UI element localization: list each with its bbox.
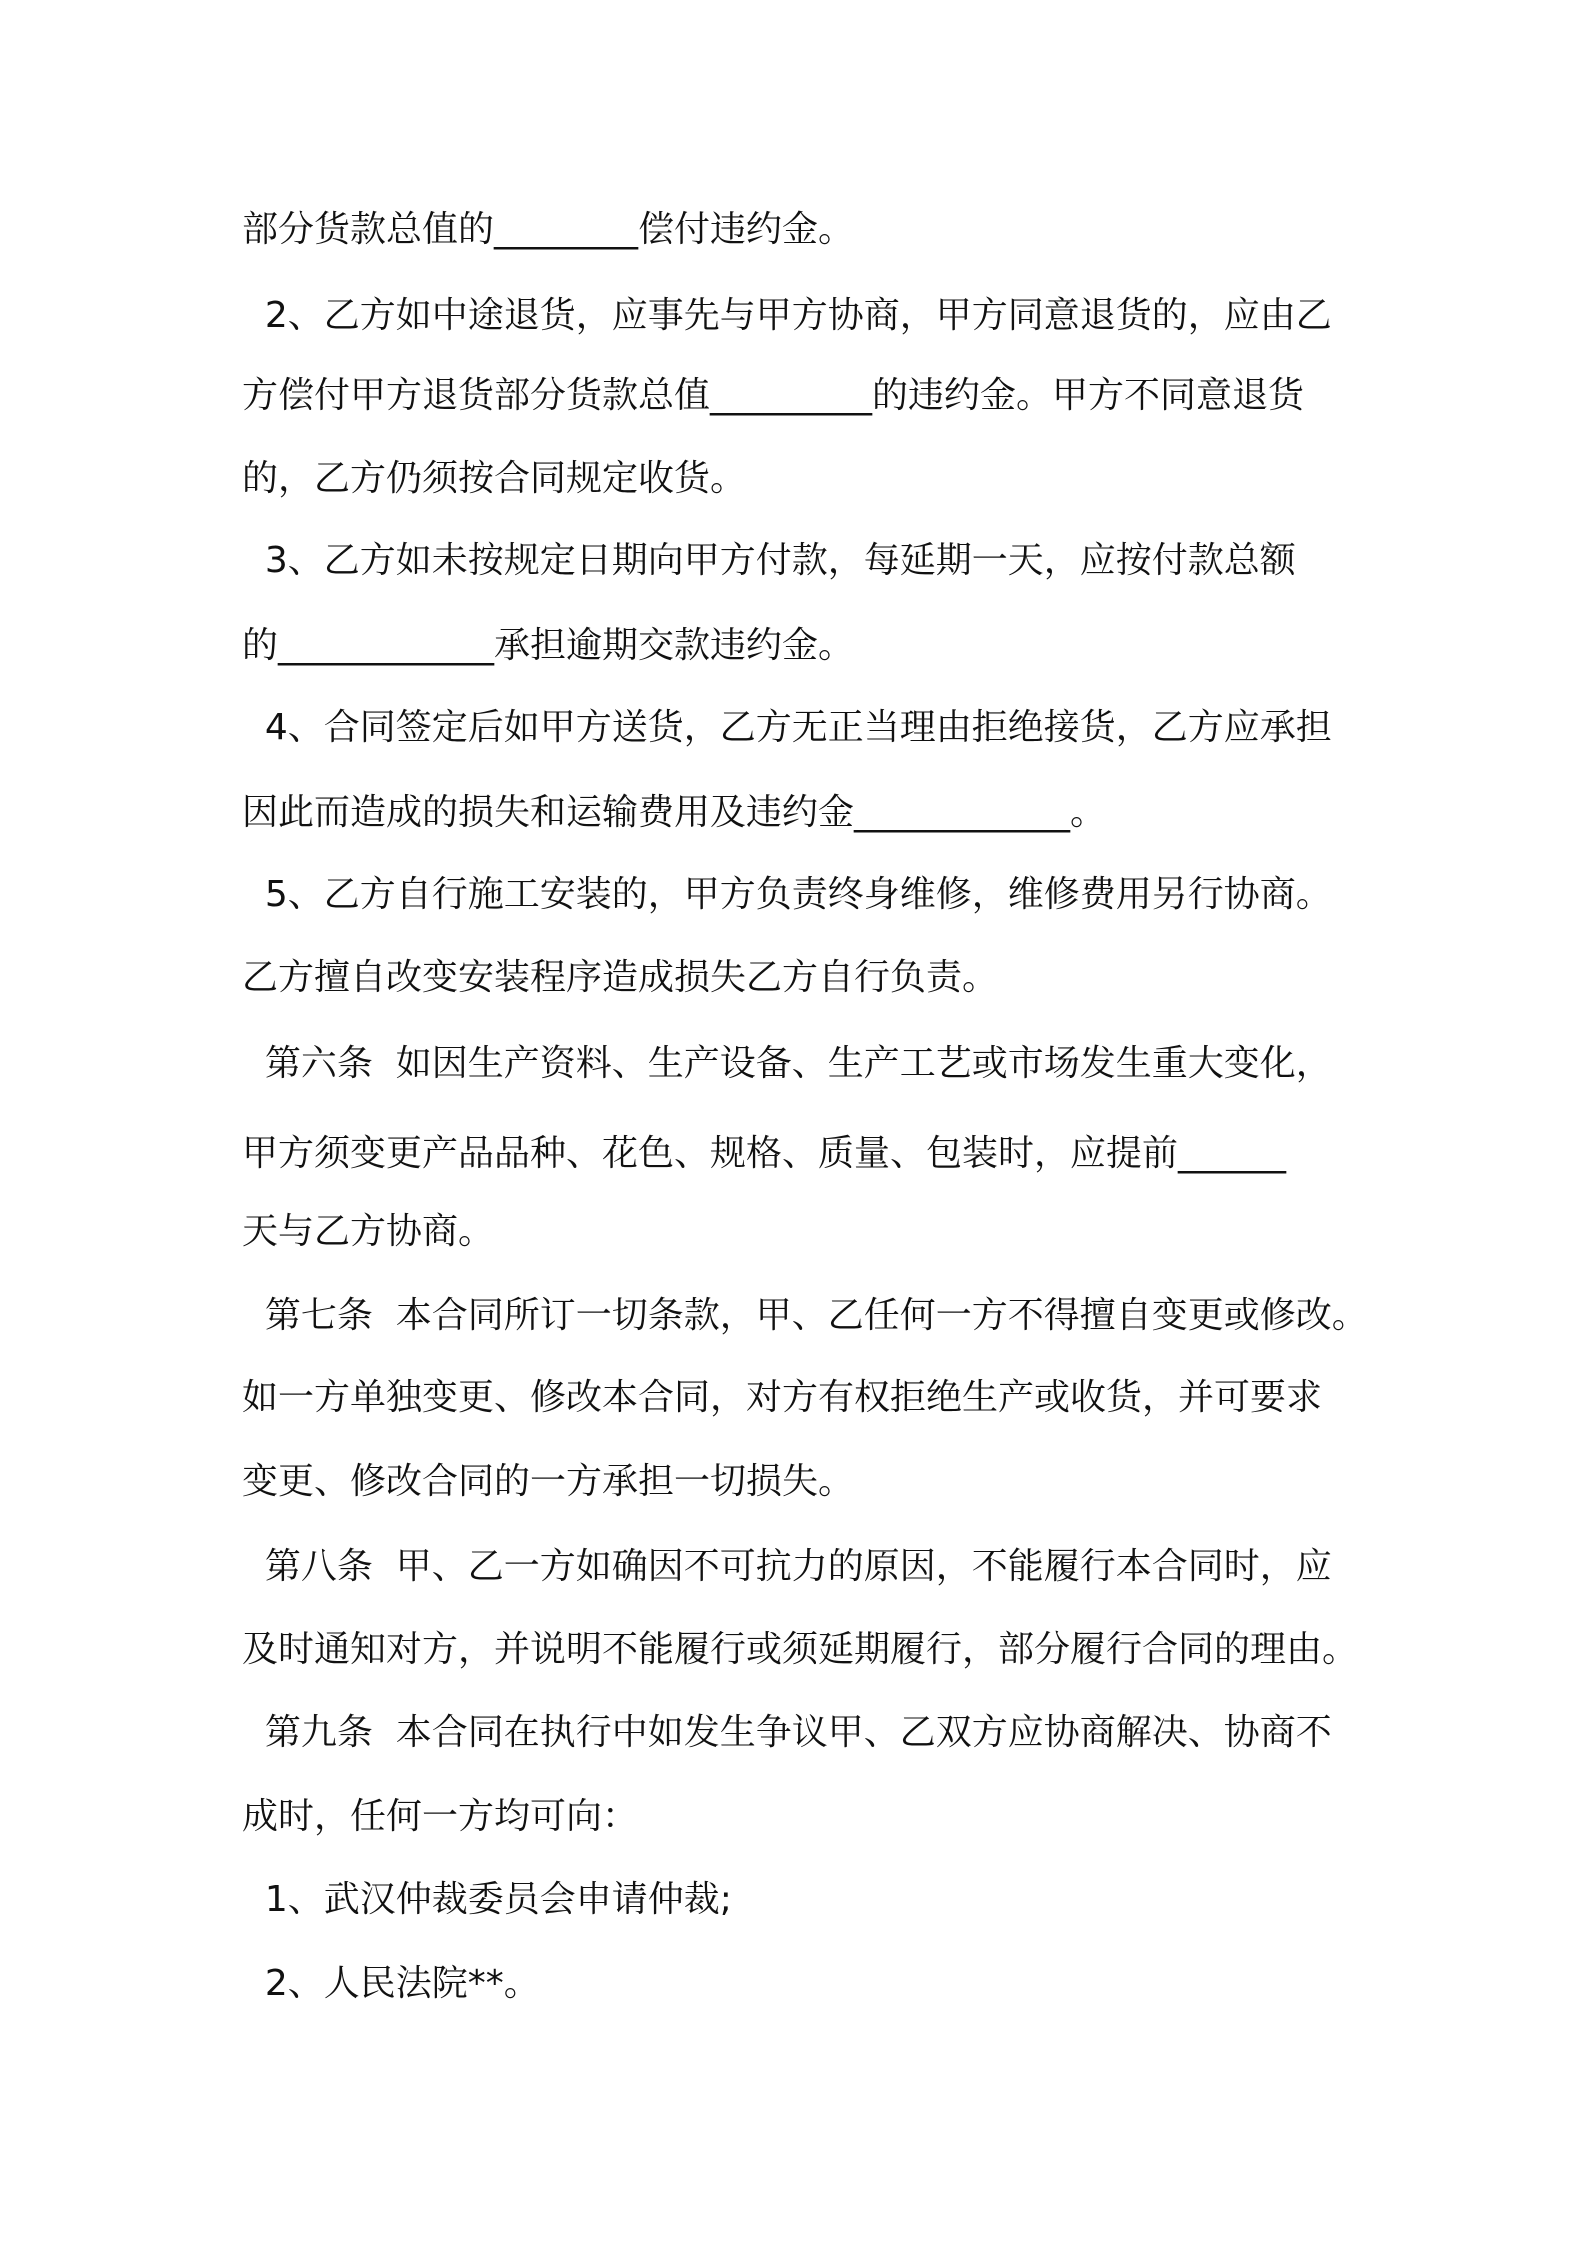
text-line: 天与乙方协商。 bbox=[242, 1211, 495, 1252]
text-line: 第七条 本合同所订一切条款，甲、乙任何一方不得擅自变更或修改。 bbox=[242, 1295, 1368, 1336]
text-line: 1、武汉仲裁委员会申请仲裁; bbox=[242, 1879, 732, 1920]
text-line: 的，乙方仍须按合同规定收货。 bbox=[242, 458, 747, 499]
text-line: 5、乙方自行施工安装的，甲方负责终身维修，维修费用另行协商。 bbox=[242, 874, 1332, 915]
text-line: 4、合同签定后如甲方送货，乙方无正当理由拒绝接货，乙方应承担 bbox=[242, 707, 1332, 748]
text-line: 方偿付甲方退货部分货款总值_________的违约金。甲方不同意退货 bbox=[242, 375, 1305, 416]
text-line: 甲方须变更产品品种、花色、规格、质量、包装时，应提前______ bbox=[242, 1133, 1287, 1174]
text-line: 2、人民法院**。 bbox=[242, 1963, 540, 2004]
text-line: 的____________承担逾期交款违约金。 bbox=[242, 625, 855, 666]
text-line: 如一方单独变更、修改本合同，对方有权拒绝生产或收货，并可要求 bbox=[242, 1377, 1323, 1418]
text-line: 因此而造成的损失和运输费用及违约金____________。 bbox=[242, 792, 1107, 833]
text-line: 第六条 如因生产资料、生产设备、生产工艺或市场发生重大变化， bbox=[242, 1043, 1332, 1084]
text-line: 乙方擅自改变安装程序造成损失乙方自行负责。 bbox=[242, 957, 999, 998]
text-line: 3、乙方如未按规定日期向甲方付款，每延期一天，应按付款总额 bbox=[242, 540, 1296, 581]
text-line: 成时，任何一方均可向： bbox=[242, 1796, 639, 1837]
text-line: 第八条 甲、乙一方如确因不可抗力的原因，不能履行本合同时，应 bbox=[242, 1546, 1332, 1587]
text-line: 部分货款总值的________偿付违约金。 bbox=[242, 209, 855, 250]
text-line: 及时通知对方，并说明不能履行或须延期履行，部分履行合同的理由。 bbox=[242, 1629, 1359, 1670]
text-line: 第九条 本合同在执行中如发生争议甲、乙双方应协商解决、协商不 bbox=[242, 1712, 1332, 1753]
text-line: 2、乙方如中途退货，应事先与甲方协商，甲方同意退货的，应由乙 bbox=[242, 295, 1332, 336]
text-line: 变更、修改合同的一方承担一切损失。 bbox=[242, 1461, 855, 1502]
